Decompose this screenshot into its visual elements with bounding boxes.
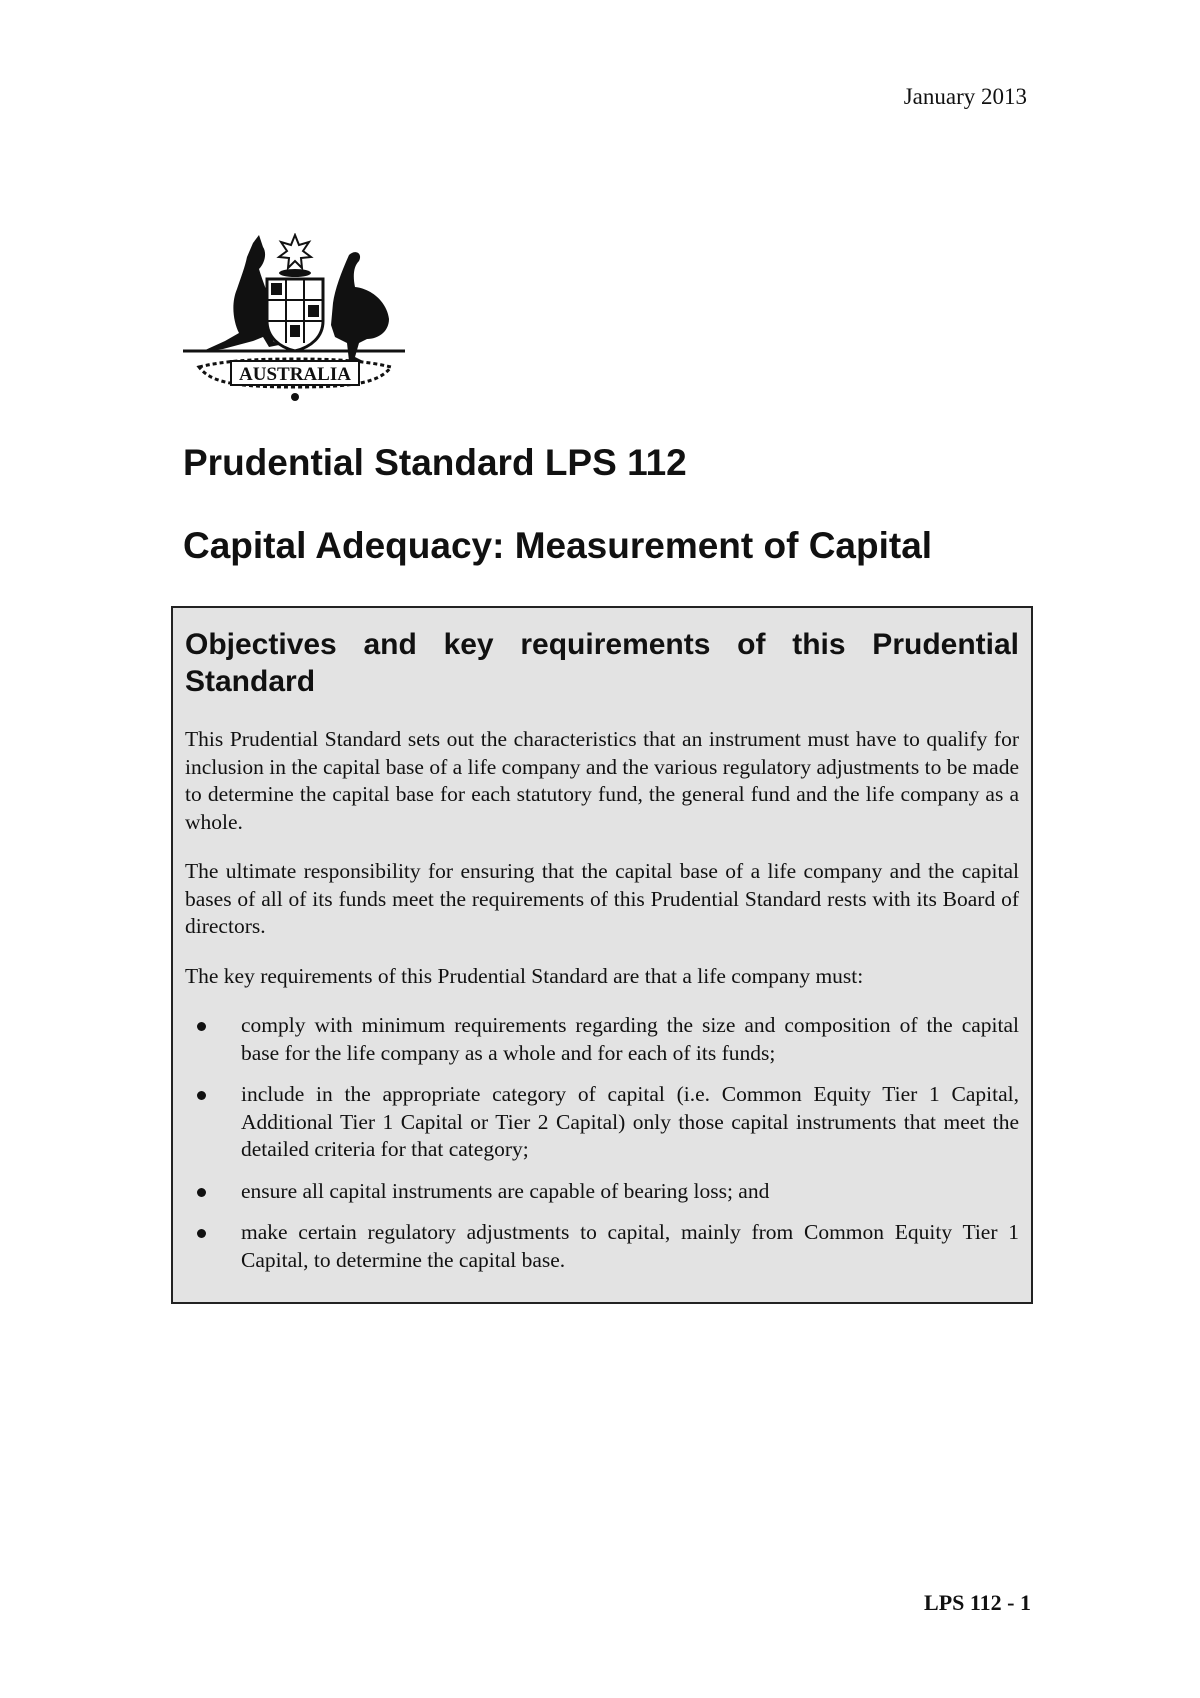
list-item-text: include in the appropriate category of capital (i.e. Common Equity Tier 1 Capital, Additional Tier 1 Capital or Tier 2 Capital) only those capital instruments that meet the detailed criteria for that category;: [241, 1082, 1019, 1161]
page-title: Prudential Standard LPS 112: [183, 442, 687, 483]
objectives-heading: Objectives and key requirements of this Prudential Standard: [185, 628, 1019, 698]
list-item-text: ensure all capital instruments are capable of bearing loss; and: [241, 1178, 770, 1203]
objectives-paragraph: The ultimate responsibility for ensuring that the capital base of a life company and the capital bases of all of its funds meet the requirements of this Prudential Standard rests with its Board of directors.: [185, 859, 1019, 938]
crest-label: AUSTRALIA: [239, 364, 351, 385]
bullet-icon: [197, 1091, 206, 1100]
page-subtitle: Capital Adequacy: Measurement of Capital: [183, 525, 933, 566]
list-item-text: make certain regulatory adjustments to capital, mainly from Common Equity Tier 1 Capital, to determine the capital base.: [241, 1220, 1019, 1272]
commonwealth-star-icon: [279, 235, 311, 268]
list-item: [185, 1219, 1019, 1274]
list-item: [185, 1081, 1019, 1164]
bullet-icon: [197, 1188, 206, 1197]
emu-icon: [331, 252, 389, 361]
australian-coat-of-arms-logo: [183, 233, 408, 413]
bullet-icon: [197, 1229, 206, 1238]
list-item: [185, 1178, 1019, 1206]
bullet-icon: [197, 1022, 206, 1031]
objectives-paragraph: The key requirements of this Prudential Standard are that a life company must:: [185, 963, 864, 988]
list-item: [185, 1012, 1019, 1067]
objectives-box: [171, 606, 1033, 1304]
list-item-text: comply with minimum requirements regarding the size and composition of the capital base for the life company as a whole and for each of its funds;: [241, 1013, 1019, 1065]
objectives-paragraph: This Prudential Standard sets out the characteristics that an instrument must have to qualify for inclusion in the capital base of a life company and the various regulatory adjustments to be made to determine the capital base for each statutory fund, the general fund and the life company as a whole.: [185, 727, 1019, 834]
document-date: January 2013: [903, 84, 1027, 109]
key-requirements-list: [185, 1012, 1019, 1274]
page-number: LPS 112 - 1: [924, 1590, 1031, 1615]
